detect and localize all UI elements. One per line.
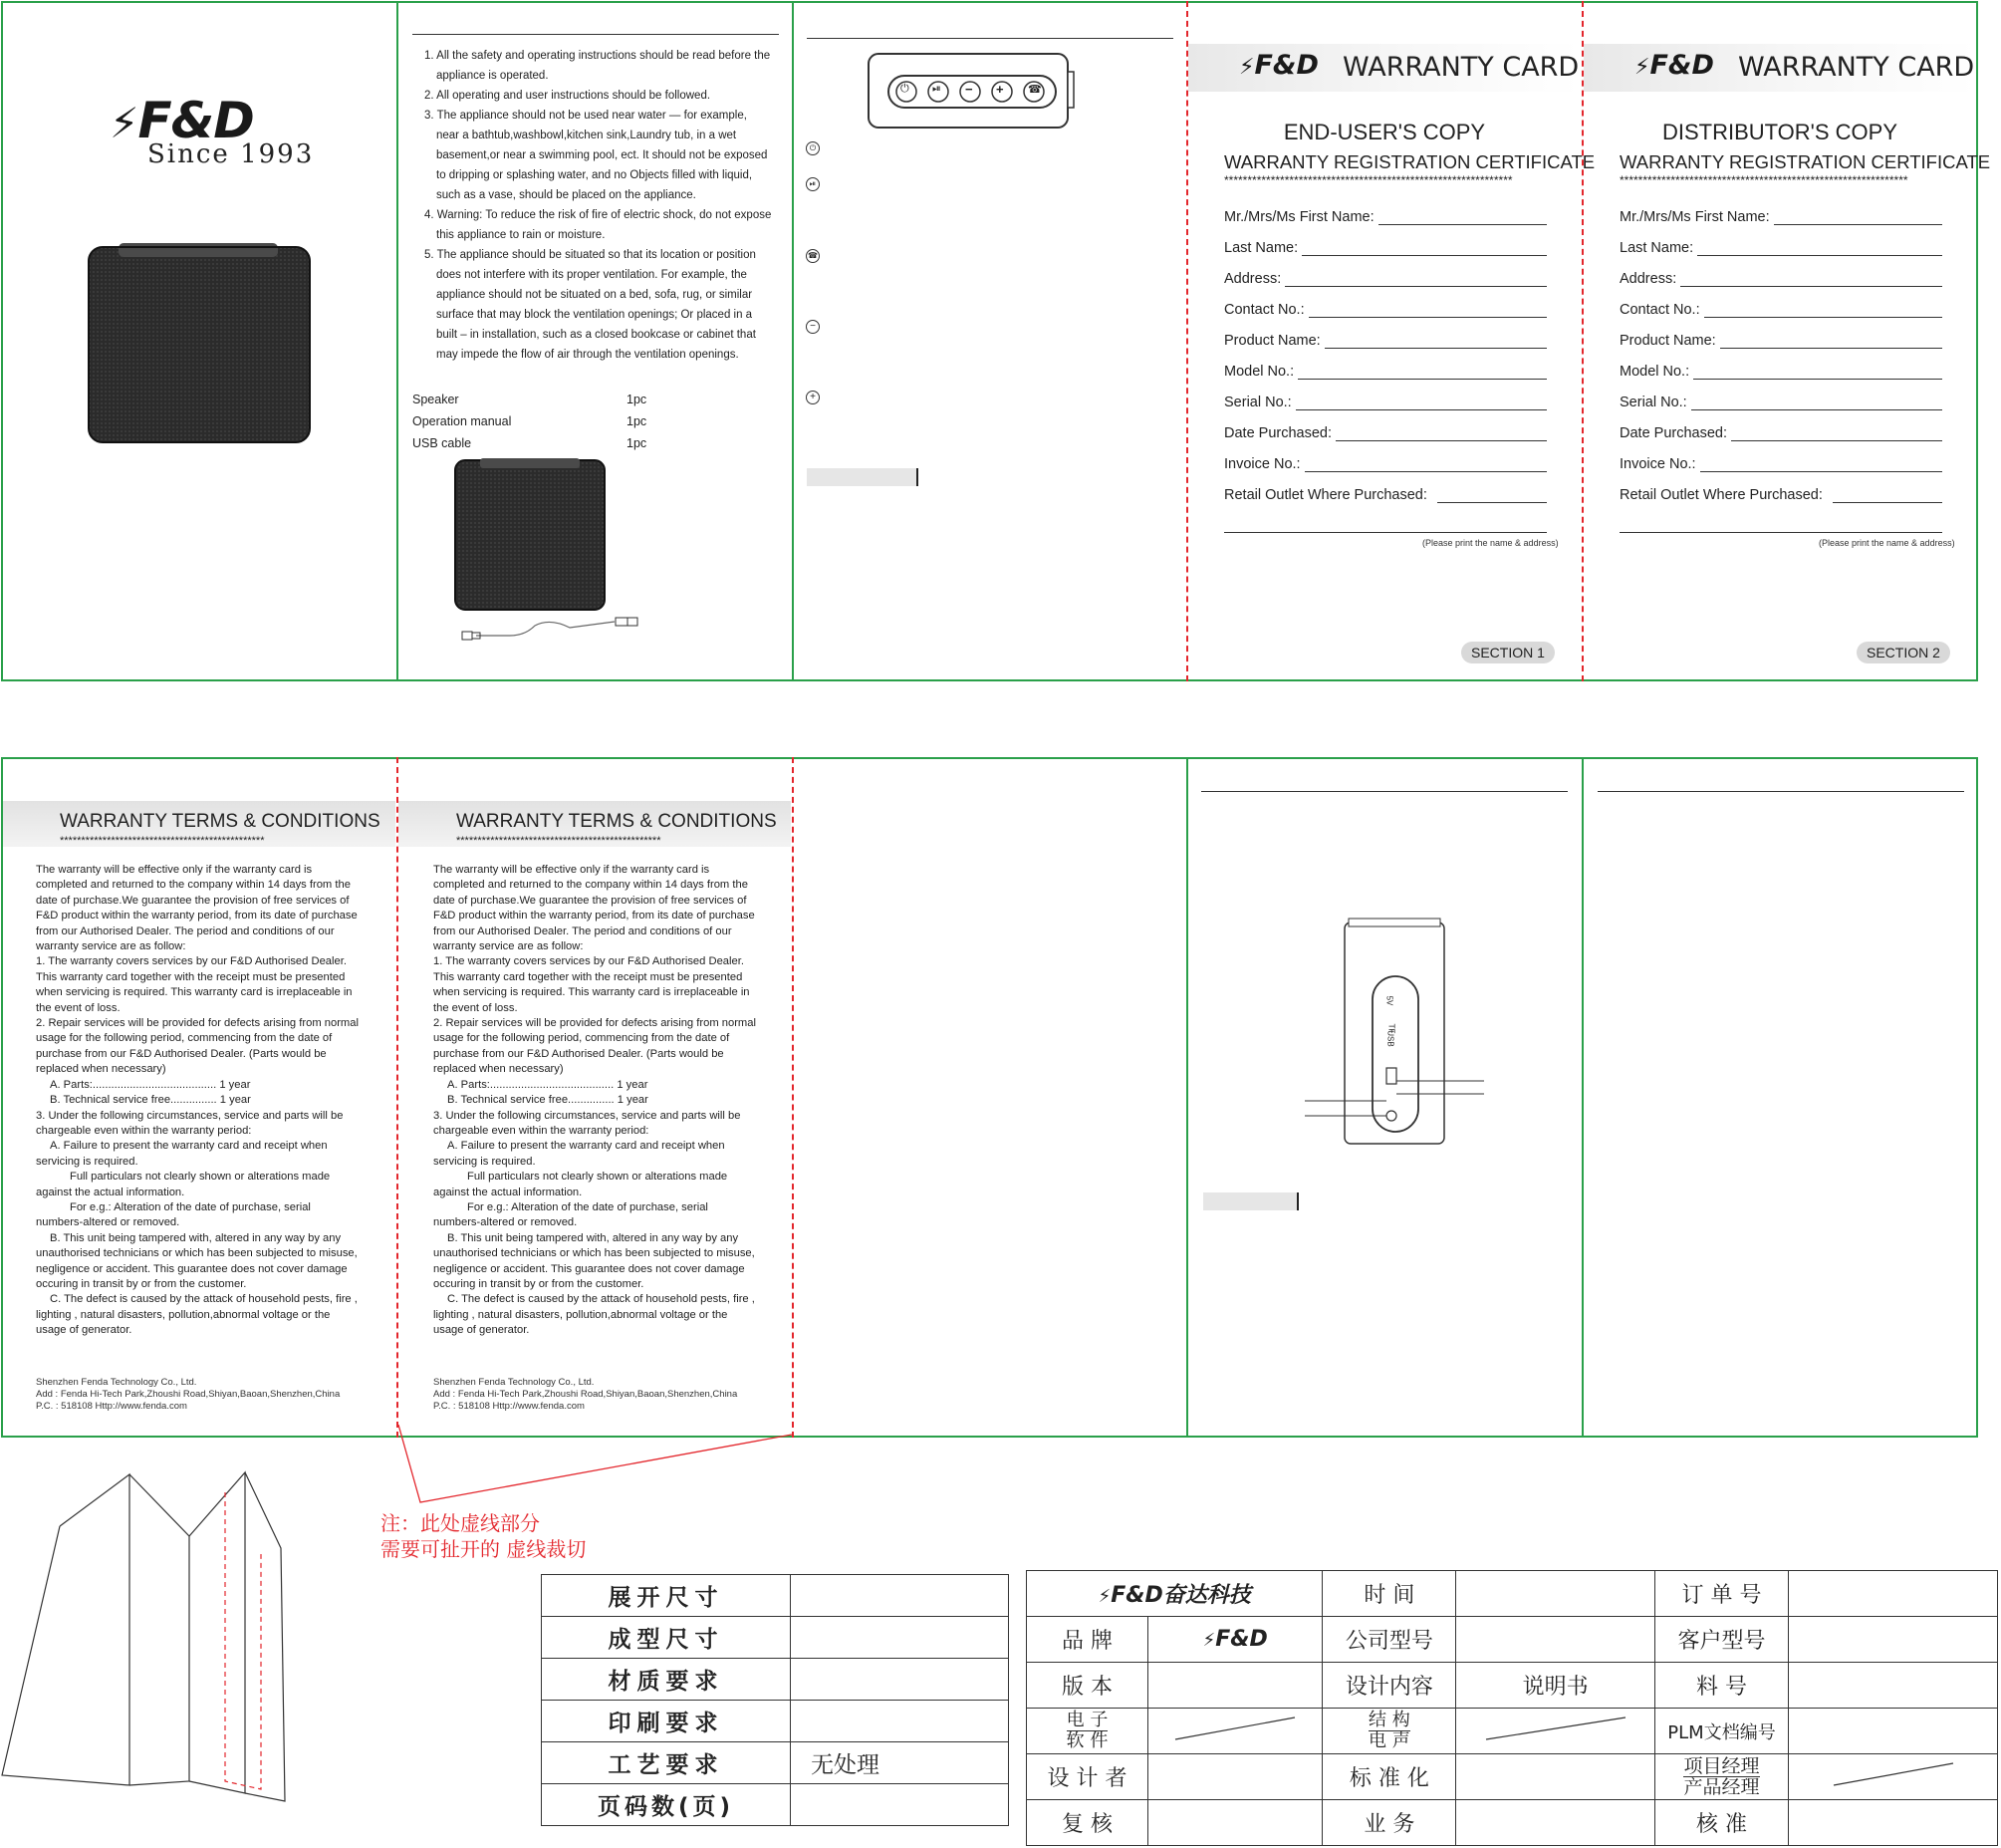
- cut-line: [1186, 1, 1188, 681]
- address-field[interactable]: Address:: [1620, 271, 1942, 287]
- design-content-label: 设计内容: [1323, 1663, 1456, 1709]
- package-item: Speaker 1pc: [412, 393, 647, 406]
- designer-label: 设 计 者: [1027, 1754, 1148, 1800]
- designer-value[interactable]: [1148, 1754, 1323, 1800]
- brand-cn-logo: ⚡F&D奋达科技: [1027, 1571, 1323, 1617]
- company-model-value[interactable]: [1456, 1617, 1655, 1663]
- business-label: 业 务: [1323, 1800, 1456, 1846]
- divider-stars: ************************************************: [60, 835, 265, 847]
- invoice-no-field[interactable]: Invoice No.:: [1224, 456, 1547, 472]
- port-label-5v: 5V: [1384, 995, 1394, 1006]
- minus-icon: −: [965, 82, 973, 97]
- company-address: Shenzhen Fenda Technology Co., Ltd. Add : Fenda Hi-Tech Park,Zhoushi Road,Shiyan,Baoan,Shenzhen,China P.C. : 518108 Http://www.fenda.com: [36, 1377, 341, 1412]
- power-icon: ⏻: [900, 83, 909, 95]
- serial-no-field[interactable]: Serial No.:: [1224, 395, 1547, 410]
- cut-line: [396, 757, 398, 1438]
- since-text: Since 1993: [147, 139, 315, 169]
- time-label: 时 间: [1323, 1571, 1456, 1617]
- spec-value[interactable]: [791, 1575, 1009, 1617]
- model-no-field[interactable]: Model No.:: [1620, 364, 1942, 380]
- terms-title: WARRANTY TERMS & CONDITIONS: [456, 811, 777, 832]
- spec-table: [541, 1574, 1009, 1826]
- section-badge: SECTION 1: [1461, 642, 1555, 663]
- business-value[interactable]: [1456, 1800, 1655, 1846]
- material-no-label: 料 号: [1655, 1663, 1789, 1709]
- print-note: (Please print the name & address): [1819, 538, 1955, 548]
- order-no-label: 订 单 号: [1655, 1571, 1789, 1617]
- minus-icon: −: [806, 320, 820, 334]
- terms-body: The warranty will be effective only if the warranty card is completed and returned to the company within 14 days from the date of purchase.We guarantee the provision of free services of F&D product within the warranty period, from its date of purchase from our Authorised Dealer. The period and conditions of our warranty service are as follow: 1. The warranty covers services by our F&D Authorised Dealer. This warranty card together with the receipt must be presented when servicing is required. This warranty card is irreplaceable in the event of loss. 2. Repair services will be provided for defects arising from normal usage for the following period, commencing from the date of purchase from our F&D Authorised Dealer. (Parts would be replaced when necessary) A. Parts:........................................ 1 year B. Technical service free............... 1 year 3. Under the following circumstances, service and parts will be chargeable even within the warranty period: A. Failure to present the warranty card and receipt when servicing is required. Full particulars not clearly shown or alterations made against the actual information. For e.g.: Alteration of the date of purchase, serial numbers-altered or removed. B. This unit being tampered with, altered in any way by any unauthorised technicians or which has been subjected to misuse, negligence or accident. This guarantee does not cover damage occuring in transit by or from the customer. C. The defect is caused by the attack of household pests, fire , lighting , natural disasters, pollution,abnormal voltage or the usage of generator.: [36, 864, 359, 1337]
- cut-line: [1582, 1, 1584, 681]
- version-value[interactable]: [1148, 1663, 1323, 1709]
- safety-item: 2. All operating and user instructions should be followed.: [424, 90, 711, 102]
- cut-line: [792, 757, 794, 1438]
- spec-value[interactable]: [791, 1617, 1009, 1659]
- product-name-field[interactable]: Product Name:: [1224, 333, 1547, 349]
- contact-field[interactable]: Contact No.:: [1224, 302, 1547, 318]
- plus-icon: +: [806, 391, 820, 404]
- copy-heading: DISTRIBUTOR'S COPY: [1661, 120, 1898, 144]
- port-label-usb: USB: [1385, 1030, 1395, 1047]
- plus-icon: +: [996, 82, 1004, 97]
- serial-no-field[interactable]: Serial No.:: [1620, 395, 1942, 410]
- safety-item: 4. Warning: To reduce the risk of fire of electric shock, do not expose this appliance to rain or moisture.: [424, 209, 772, 241]
- terms-title: WARRANTY TERMS & CONDITIONS: [60, 811, 380, 832]
- brand-logo: ⚡F&D: [110, 92, 254, 149]
- date-purchased-field[interactable]: Date Purchased:: [1224, 425, 1547, 441]
- company-model-label: 公司型号: [1323, 1617, 1456, 1663]
- section-bar: [1203, 1192, 1299, 1210]
- company-address: Shenzhen Fenda Technology Co., Ltd. Add : Fenda Hi-Tech Park,Zhoushi Road,Shiyan,Baoan,Shenzhen,China P.C. : 518108 Http://www.fenda.com: [433, 1377, 738, 1412]
- spec-value[interactable]: [791, 1701, 1009, 1742]
- certificate-heading: WARRANTY REGISTRATION CERTIFICATE: [1620, 151, 1991, 172]
- customer-model-label: 客户型号: [1655, 1617, 1789, 1663]
- spec-label: 工艺要求: [542, 1742, 791, 1784]
- section-bar: [807, 468, 918, 486]
- fold-line: [1582, 757, 1584, 1438]
- phone-icon: ☎: [1028, 84, 1042, 96]
- panel-rule: [807, 38, 1173, 39]
- order-no-value[interactable]: [1789, 1571, 1998, 1617]
- section-badge: SECTION 2: [1857, 642, 1950, 663]
- spec-label: 页码数(页): [542, 1784, 791, 1826]
- last-name-field[interactable]: Last Name:: [1224, 240, 1547, 256]
- spec-value[interactable]: [791, 1659, 1009, 1701]
- date-purchased-field[interactable]: Date Purchased:: [1620, 425, 1942, 441]
- play-pause-icon: ⏯: [932, 83, 941, 95]
- package-list: [412, 389, 661, 454]
- port-label-tf: TF: [1386, 1023, 1396, 1034]
- fold-line: [1186, 757, 1188, 1438]
- first-name-field[interactable]: Mr./Mrs/Ms First Name:: [1620, 209, 1942, 225]
- spec-label: 材质要求: [542, 1659, 791, 1701]
- side-view-drawing: [1305, 917, 1484, 1146]
- first-name-field[interactable]: Mr./Mrs/Ms First Name:: [1224, 209, 1547, 225]
- review-value[interactable]: [1148, 1800, 1323, 1846]
- divider-stars: **************************************************************: [1620, 173, 1908, 187]
- package-item: Operation manual 1pc: [412, 414, 647, 428]
- approve-value[interactable]: [1789, 1800, 1998, 1846]
- play-pause-icon: ⏯: [806, 177, 820, 191]
- structure-acoustic-label: 结 构 电 声: [1323, 1709, 1456, 1754]
- fold-line: [792, 1, 794, 681]
- certificate-heading: WARRANTY REGISTRATION CERTIFICATE: [1224, 151, 1596, 172]
- design-content-value: 说明书: [1456, 1663, 1655, 1709]
- manager-value[interactable]: [1789, 1754, 1998, 1800]
- package-item: USB cable 1pc: [412, 436, 647, 450]
- fold-diagram: [0, 1464, 299, 1803]
- package-image: [450, 458, 649, 650]
- standardize-label: 标 准 化: [1323, 1754, 1456, 1800]
- copy-heading: END-USER'S COPY: [1283, 120, 1486, 144]
- product-name-field[interactable]: Product Name:: [1620, 333, 1942, 349]
- material-no-value[interactable]: [1789, 1663, 1998, 1709]
- review-label: 复 核: [1027, 1800, 1148, 1846]
- retail-outlet-line: [1620, 532, 1942, 533]
- fold-line: [396, 1, 398, 681]
- warranty-card-title: WARRANTY CARD: [1343, 52, 1580, 83]
- brand-logo: ⚡F&D: [1634, 50, 1714, 81]
- panel-rule: [1201, 791, 1568, 792]
- print-note: (Please print the name & address): [1422, 538, 1559, 548]
- warranty-card-title: WARRANTY CARD: [1738, 52, 1975, 83]
- divider-stars: ************************************************: [456, 835, 661, 847]
- safety-instructions: [424, 46, 773, 365]
- brand-logo-cell: ⚡F&D: [1148, 1617, 1323, 1663]
- spec-label: 印刷要求: [542, 1701, 791, 1742]
- standardize-value[interactable]: [1456, 1754, 1655, 1800]
- approve-label: 核 准: [1655, 1800, 1789, 1846]
- safety-item: 1. All the safety and operating instructions should be read before the appliance is operated.: [424, 50, 771, 82]
- time-value[interactable]: [1456, 1571, 1655, 1617]
- terms-body: The warranty will be effective only if the warranty card is completed and returned to the company within 14 days from the date of purchase.We guarantee the provision of free services of F&D product within the warranty period, from its date of purchase from our Authorised Dealer. The period and conditions of our warranty service are as follow: 1. The warranty covers services by our F&D Authorised Dealer. This warranty card together with the receipt must be presented when servicing is required. This warranty card is irreplaceable in the event of loss. 2. Repair services will be provided for defects arising from normal usage for the following period, commencing from the date of purchase from our F&D Authorised Dealer. (Parts would be replaced when necessary) A. Parts:........................................ 1 year B. Technical service free............... 1 year 3. Under the following circumstances, service and parts will be chargeable even within the warranty period: A. Failure to present the warranty card and receipt when servicing is required. Full particulars not clearly shown or alterations made against the actual information. For e.g.: Alteration of the date of purchase, serial numbers-altered or removed. B. This unit being tampered with, altered in any way by any unauthorised technicians or which has been subjected to misuse, negligence or accident. This guarantee does not cover damage occuring in transit by or from the customer. C. The defect is caused by the attack of household pests, fire , lighting , natural disasters, pollution,abnormal voltage or the usage of generator.: [433, 864, 756, 1337]
- brand-label: 品 牌: [1027, 1617, 1148, 1663]
- spec-value[interactable]: [791, 1784, 1009, 1826]
- cut-note: 注：此处虚线部分 需要可扯开的 虚线裁切: [380, 1511, 587, 1561]
- cut-note-pointer: [398, 1425, 797, 1504]
- electronic-software-label: 电 子 软 件: [1027, 1709, 1148, 1754]
- panel-rule: [412, 34, 779, 35]
- last-name-field[interactable]: Last Name:: [1620, 240, 1942, 256]
- address-field[interactable]: Address:: [1224, 271, 1547, 287]
- speaker-image: [85, 239, 314, 446]
- contact-field[interactable]: Contact No.:: [1620, 302, 1942, 318]
- plm-label: PLM文档编号: [1655, 1709, 1789, 1754]
- model-no-field[interactable]: Model No.:: [1224, 364, 1547, 380]
- control-panel-drawing: [867, 52, 1076, 130]
- info-table: [1026, 1570, 1998, 1846]
- safety-item: 5. The appliance should be situated so that its location or position does not interfere with its proper ventilation. For example, the appliance should not be situated on a bed, sofa, rug, or similar surface that may block the ventilation openings; Or placed in a built – in installation, such as a closed bookcase or cabinet that may impede the flow of air through the ventilation openings.: [424, 249, 756, 361]
- retail-outlet-line: [1224, 532, 1547, 533]
- plm-value[interactable]: [1789, 1709, 1998, 1754]
- panel-rule: [1598, 791, 1964, 792]
- version-label: 版 本: [1027, 1663, 1148, 1709]
- retail-outlet-field[interactable]: Retail Outlet Where Purchased:: [1620, 487, 1942, 503]
- brand-logo: ⚡F&D: [1239, 50, 1319, 81]
- phone-icon: ☎: [806, 249, 820, 263]
- retail-outlet-field[interactable]: Retail Outlet Where Purchased:: [1224, 487, 1547, 503]
- invoice-no-field[interactable]: Invoice No.:: [1620, 456, 1942, 472]
- spec-value[interactable]: 无处理: [791, 1742, 1009, 1784]
- electronic-software-value[interactable]: [1148, 1709, 1323, 1754]
- manager-label: 项目经理 产品经理: [1655, 1754, 1789, 1800]
- spec-label: 成型尺寸: [542, 1617, 791, 1659]
- spec-label: 展开尺寸: [542, 1575, 791, 1617]
- divider-stars: **************************************************************: [1224, 173, 1513, 187]
- power-icon: ⏻: [806, 141, 820, 155]
- safety-item: 3. The appliance should not be used near water — for example, near a bathtub,washbowl,kitchen sink,Laundry tub, in a wet basement,or near a swimming pool, ect. It should not be exposed to dripping or splashing water, and no Objects filled with liquid, such as a vase, should be placed on the appliance.: [424, 110, 768, 201]
- structure-acoustic-value[interactable]: [1456, 1709, 1655, 1754]
- customer-model-value[interactable]: [1789, 1617, 1998, 1663]
